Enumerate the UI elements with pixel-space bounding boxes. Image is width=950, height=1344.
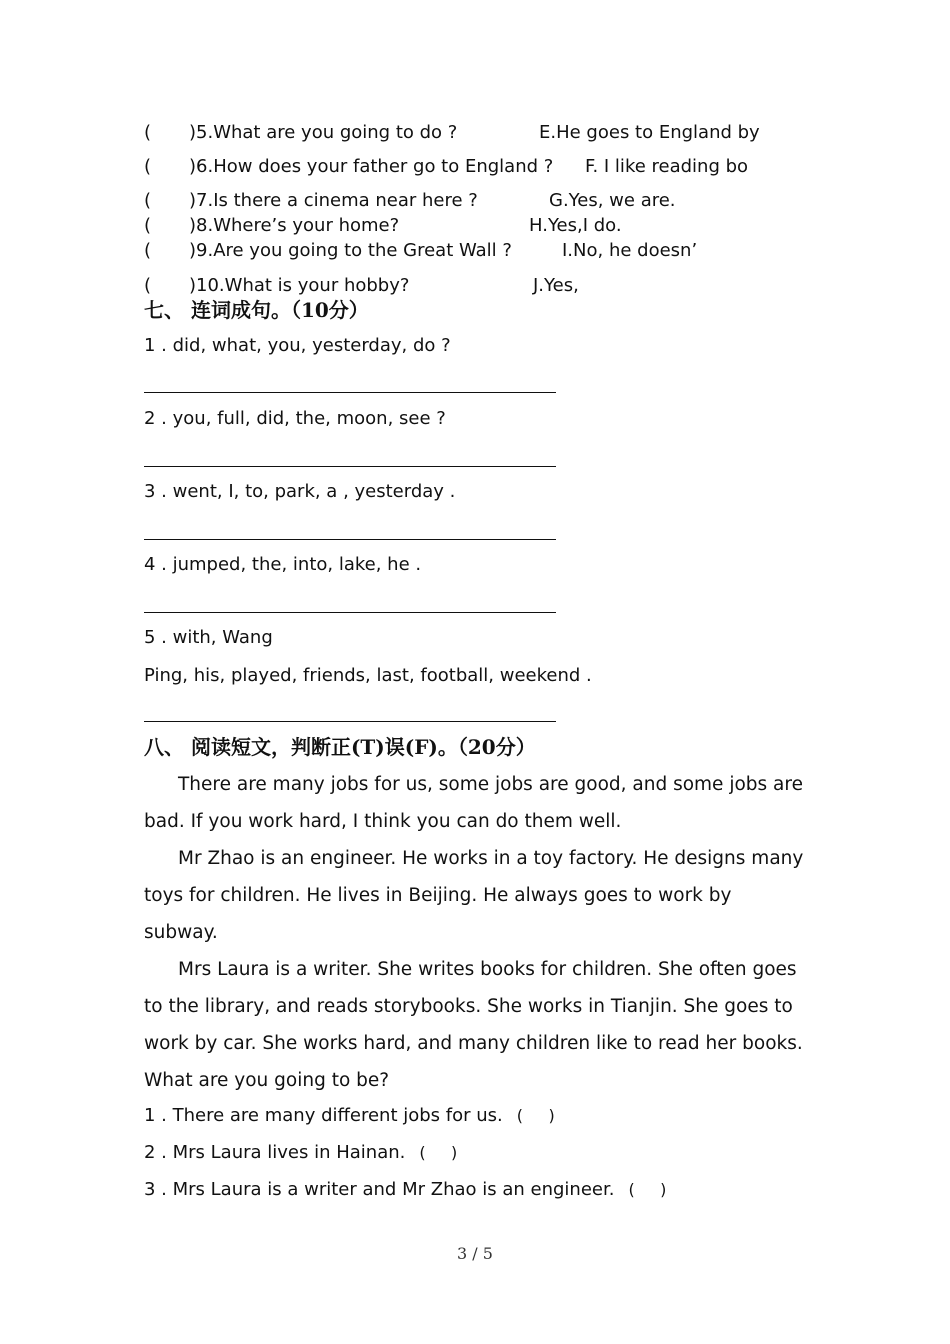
answer-line[interactable] (144, 392, 556, 393)
sentence-item: 4 . jumped, the, into, lake, he . (144, 554, 422, 575)
reading-paragraph: Mr Zhao is an engineer. He works in a toy factory. He designs many toys for children. He lives in Beijing. He always goes to work by subway. (144, 848, 804, 943)
match-answer: J.Yes, (533, 275, 579, 296)
match-question: )7.Is there a cinema near here ? (189, 190, 478, 211)
answer-paren: ( (144, 156, 152, 177)
answer-line[interactable] (144, 721, 556, 722)
tf-question: 1 . There are many different jobs for us. ( ) (144, 1105, 555, 1126)
match-answer: H.Yes,I do. (529, 215, 622, 236)
match-question: )9.Are you going to the Great Wall ? (189, 240, 512, 261)
match-answer: G.Yes, we are. (549, 190, 676, 211)
sentence-item-continued: Ping, his, played, friends, last, football, weekend . (144, 665, 592, 686)
tf-question: 2 . Mrs Laura lives in Hainan. ( ) (144, 1142, 458, 1163)
match-question: )5.What are you going to do ? (189, 122, 458, 143)
match-row (144, 275, 579, 297)
answer-paren: ( (144, 122, 152, 143)
answer-line[interactable] (144, 612, 556, 613)
sentence-item: 2 . you, full, did, the, moon, see ? (144, 408, 446, 429)
sentence-item: 1 . did, what, you, yesterday, do ? (144, 335, 451, 356)
match-row (144, 215, 622, 237)
match-row (144, 156, 749, 178)
answer-paren: ( (144, 275, 152, 296)
answer-paren[interactable]: ( ) (419, 1143, 458, 1162)
match-row (144, 240, 698, 262)
match-answer: I.No, he doesn’ (562, 240, 698, 261)
reading-paragraph: Mrs Laura is a writer. She writes books for children. She often goes to the library, and reads storybooks. She works in Tianjin. She goes to work by car. She works hard, and many children like to read her books. What are you going to be? (144, 959, 803, 1091)
match-question: )8.Where’s your home? (189, 215, 400, 236)
section-7-title: 七、 连词成句。（10分） (144, 298, 369, 322)
match-question: )10.What is your hobby? (189, 275, 410, 296)
page-number: 3 / 5 (457, 1244, 493, 1263)
match-row (144, 122, 760, 144)
answer-paren[interactable]: ( ) (628, 1180, 667, 1199)
match-question: )6.How does your father go to England ? (189, 156, 554, 177)
reading-paragraph: There are many jobs for us, some jobs are good, and some jobs are bad. If you work hard, I think you can do them well. (144, 774, 803, 832)
section-8-title: 八、 阅读短文，判断正(T)误(F)。（20分） (144, 735, 536, 759)
answer-paren: ( (144, 190, 152, 211)
answer-paren: ( (144, 215, 152, 236)
match-row (144, 190, 676, 212)
tf-question: 3 . Mrs Laura is a writer and Mr Zhao is an engineer. ( ) (144, 1179, 667, 1200)
sentence-item: 3 . went, I, to, park, a , yesterday . (144, 481, 456, 502)
answer-paren: ( (144, 240, 152, 261)
answer-line[interactable] (144, 539, 556, 540)
answer-line[interactable] (144, 466, 556, 467)
match-answer: E.He goes to England by (539, 122, 760, 143)
sentence-item: 5 . with, Wang (144, 627, 273, 648)
answer-paren[interactable]: ( ) (516, 1106, 555, 1125)
match-answer: F. I like reading bo (585, 156, 749, 177)
